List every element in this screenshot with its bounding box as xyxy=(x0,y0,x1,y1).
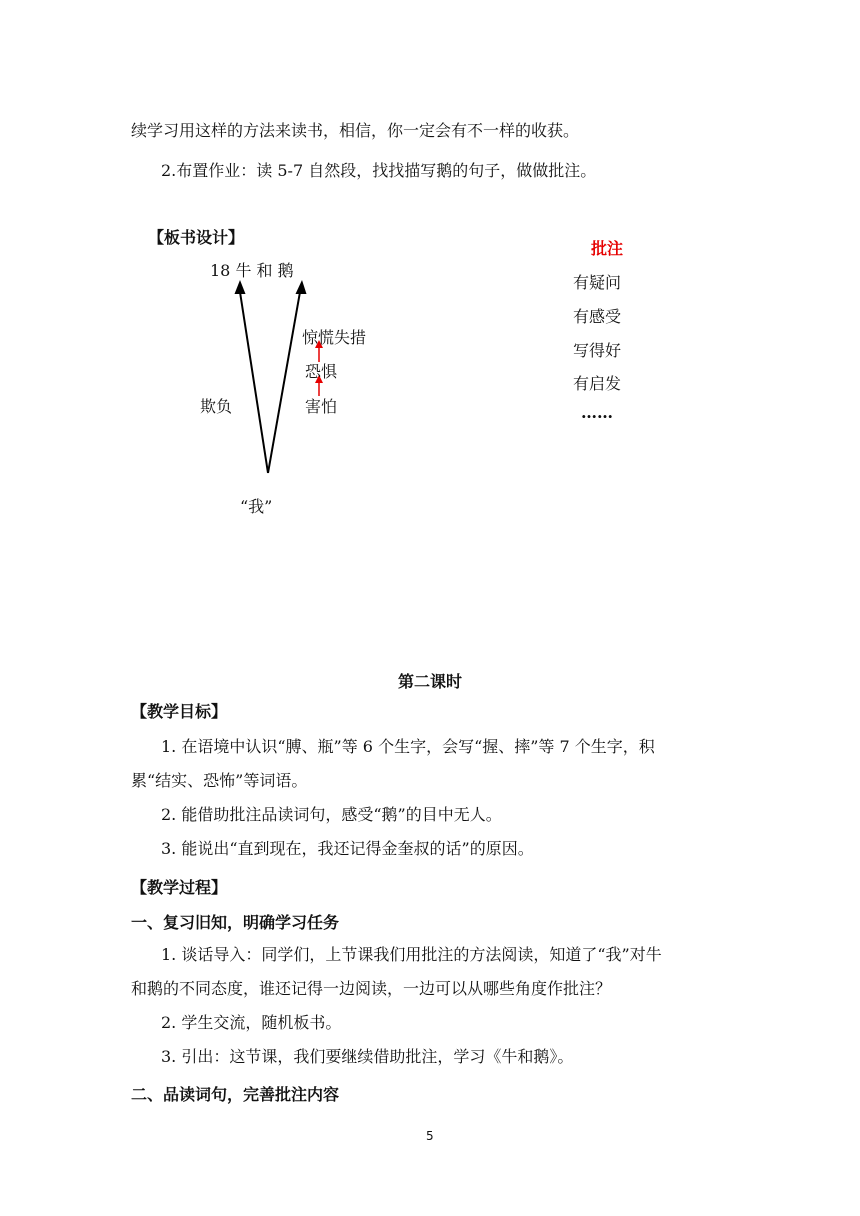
right-arrow-head xyxy=(296,280,307,294)
step-3: 3. 引出：这节课，我们要继续借助批注，学习《牛和鹅》。 xyxy=(161,1047,574,1066)
annotation-ellipsis: …… xyxy=(581,403,613,422)
lesson-title: 第二课时 xyxy=(398,672,463,691)
board-word-me: “我” xyxy=(240,497,273,516)
goal-2: 2. 能借助批注品读词句，感受“鹅”的目中无人。 xyxy=(161,805,502,824)
step-2: 2. 学生交流，随机板书。 xyxy=(161,1013,342,1032)
board-word-afraid: 害怕 xyxy=(305,397,338,416)
goals-heading: 【教学目标】 xyxy=(131,702,228,721)
homework-line: 2.布置作业：读 5-7 自然段，找找描写鹅的句子，做做批注。 xyxy=(161,161,597,180)
section-1-heading: 一、复习旧知，明确学习任务 xyxy=(131,913,340,932)
board-word-bully: 欺负 xyxy=(200,397,233,416)
goal-3: 3. 能说出“直到现在，我还记得金奎叔的话”的原因。 xyxy=(161,839,534,858)
goal-1-line-2: 累“结实、恐怖”等词语。 xyxy=(131,771,308,790)
board-diagram xyxy=(0,0,860,560)
annotation-item: 有启发 xyxy=(573,374,622,393)
annotation-item: 有感受 xyxy=(573,307,622,326)
board-word-panic: 惊慌失措 xyxy=(302,328,367,347)
section-2-heading: 二、品读词句，完善批注内容 xyxy=(131,1085,340,1104)
body-text-line: 续学习用这样的方法来读书，相信，你一定会有不一样的收获。 xyxy=(131,121,580,140)
annotation-item: 有疑问 xyxy=(573,273,622,292)
left-arrow-head xyxy=(235,280,246,294)
annotation-item: 写得好 xyxy=(573,341,622,360)
goal-1-line-1: 1. 在语境中认识“膊、瓶”等 6 个生字，会写“握、摔”等 7 个生字，积 xyxy=(161,737,655,756)
process-heading: 【教学过程】 xyxy=(131,878,228,897)
board-word-fear: 恐惧 xyxy=(305,362,338,381)
left-arrow-line xyxy=(240,292,268,473)
board-title: 18 牛 和 鹅 xyxy=(210,261,294,280)
annotation-heading: 批注 xyxy=(591,239,624,258)
page-number: 5 xyxy=(426,1129,434,1143)
board-design-heading: 【板书设计】 xyxy=(148,228,245,247)
step-1-line-1: 1. 谈话导入：同学们，上节课我们用批注的方法阅读，知道了“我”对牛 xyxy=(161,945,662,964)
step-1-line-2: 和鹅的不同态度，谁还记得一边阅读，一边可以从哪些角度作批注？ xyxy=(131,979,612,998)
right-arrow-line xyxy=(268,292,300,473)
